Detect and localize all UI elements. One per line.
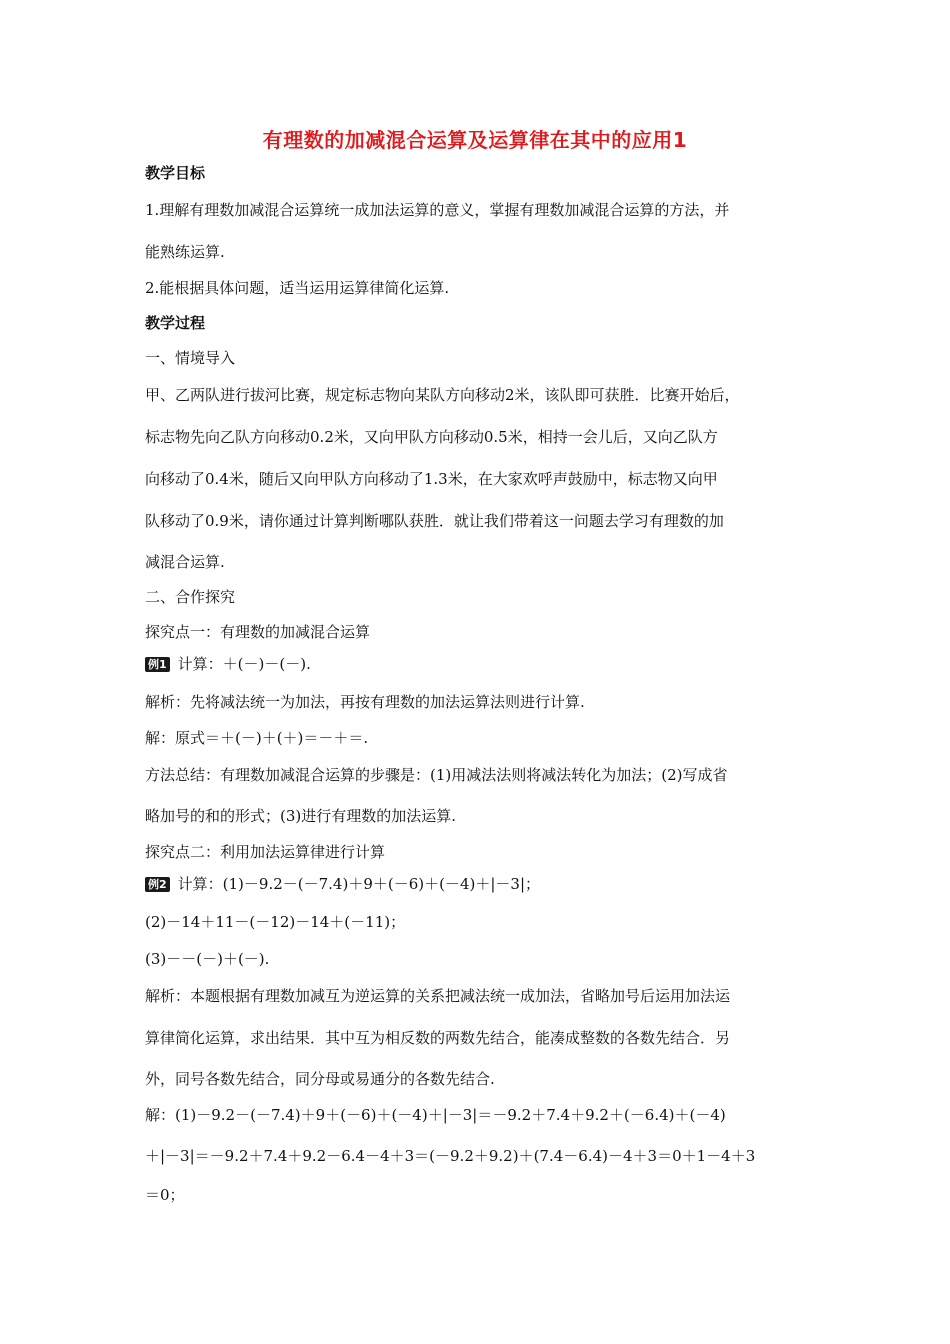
goal-1-line-1: 1.理解有理数加减混合运算统一成加法运算的意义，掌握有理数加减混合运算的方法，并 [145, 201, 730, 219]
method-line-2: 略加号的和的形式；(3)进行有理数的加法运算. [145, 807, 457, 825]
goal-2: 2.能根据具体问题，适当运用运算律简化运算. [145, 279, 450, 297]
example-2-solution-line-1: 解：(1)－9.2－(－7.4)＋9＋(－6)＋(－4)＋|－3|＝－9.2＋7.4＋9.2＋(－6.4)＋(－4) [145, 1106, 726, 1124]
example-2 [145, 874, 540, 894]
example-2-solution-line-3: ＝0； [145, 1186, 185, 1204]
example-1-analysis: 解析：先将减法统一为加法，再按有理数的加法运算法则进行计算. [145, 693, 585, 711]
method-line-1: 方法总结：有理数加减混合运算的步骤是：(1)用减法法则将减法转化为加法；(2)写成省 [145, 766, 728, 784]
example-2-solution-line-2: ＋|－3|＝－9.2＋7.4＋9.2－6.4－4＋3＝(－9.2＋9.2)＋(7.4－6.4)－4＋3＝0＋1－4＋3 [145, 1147, 756, 1165]
example-1-solution: 解：原式＝＋(－)＋(＋)＝－＋＝. [145, 729, 369, 747]
point-2-heading: 探究点二：利用加法运算律进行计算 [145, 843, 386, 861]
intro-line-2: 标志物先向乙队方向移动0.2米，又向甲队方向移动0.5米，相持一会儿后，又向乙队方 [145, 428, 718, 446]
example-2-text: 计算：(1)－9.2－(－7.4)＋9＋(－6)＋(－4)＋|－3|； [177, 875, 541, 893]
example-1-badge: 例1 [145, 657, 170, 672]
example-2-badge: 例2 [145, 877, 170, 892]
example-2-analysis-line-2: 算律简化运算，求出结果．其中互为相反数的两数先结合，能凑成整数的各数先结合．另 [145, 1029, 731, 1047]
part-2-heading: 二、合作探究 [145, 588, 236, 606]
example-2-analysis-line-1: 解析：本题根据有理数加减互为逆运算的关系把减法统一成加法，省略加号后运用加法运 [145, 987, 731, 1005]
document-title: 有理数的加减混合运算及运算律在其中的应用1 [262, 128, 688, 152]
point-1-heading: 探究点一：有理数的加减混合运算 [145, 623, 371, 641]
example-1-text: 计算：＋(－)－(－). [177, 655, 311, 673]
part-1-heading: 一、情境导入 [145, 349, 236, 367]
intro-line-4: 队移动了0.9米，请你通过计算判断哪队获胜．就让我们带着这一问题去学习有理数的加 [145, 512, 724, 530]
example-1 [145, 654, 311, 674]
goals-heading: 教学目标 [145, 164, 206, 182]
example-2-analysis-line-3: 外，同号各数先结合，同分母或易通分的各数先结合. [145, 1070, 495, 1088]
intro-line-1: 甲、乙两队进行拔河比赛，规定标志物向某队方向移动2米，该队即可获胜．比赛开始后， [145, 386, 740, 404]
intro-line-5: 减混合运算. [145, 553, 225, 571]
process-heading: 教学过程 [145, 314, 206, 332]
intro-line-3: 向移动了0.4米，随后又向甲队方向移动了1.3米，在大家欢呼声鼓励中，标志物又向甲 [145, 470, 718, 488]
goal-1-line-2: 能熟练运算. [145, 243, 225, 261]
example-2-part-2: (2)－14＋11－(－12)－14＋(－11)； [145, 913, 406, 931]
example-2-part-3: (3)－－(－)＋(－). [145, 950, 270, 968]
